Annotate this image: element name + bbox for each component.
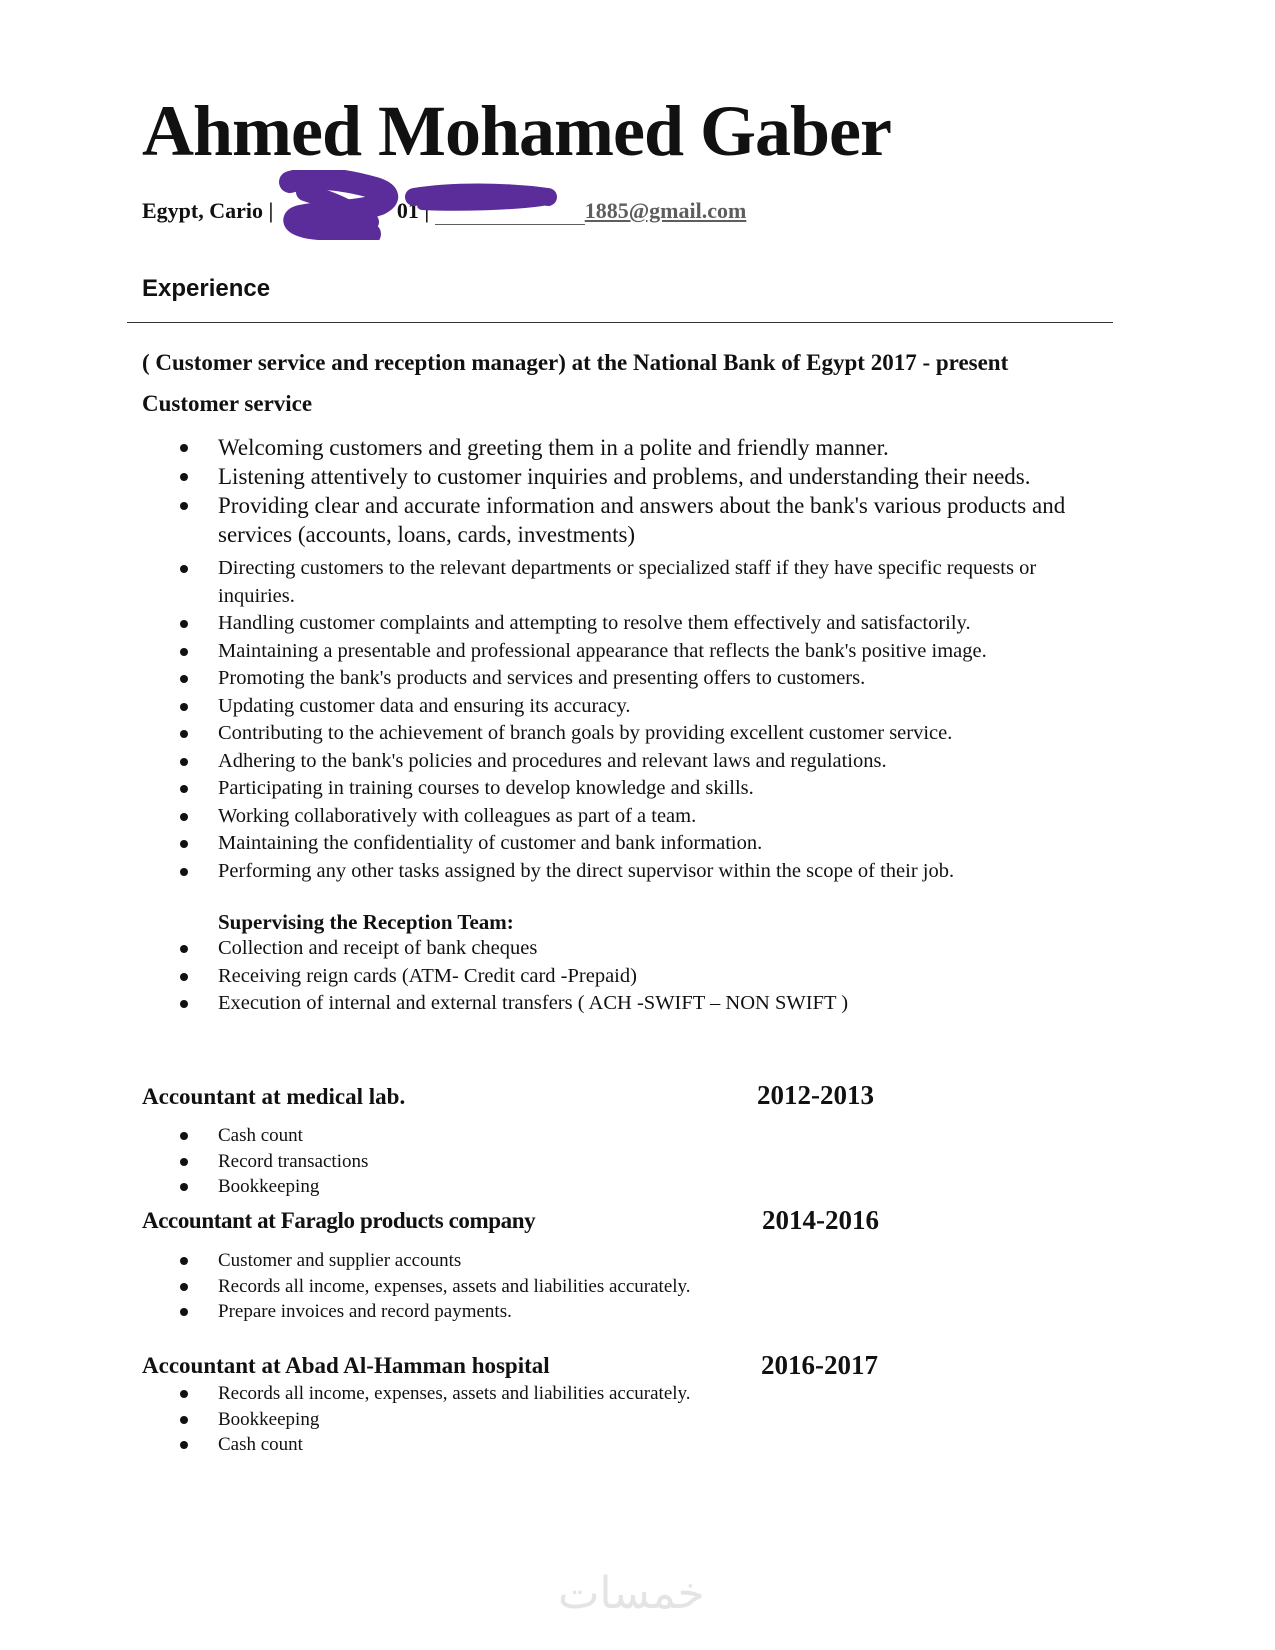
job-title-faraglo: Accountant at Faraglo products company: [142, 1208, 536, 1233]
list-item: Providing clear and accurate information and answers about the bank's various products and services (accounts, loans, cards, investments): [0, 491, 1118, 549]
list-item: Receiving reign cards (ATM- Credit card -Prepaid): [0, 963, 1118, 991]
list-item: Execution of internal and external transfers ( ACH -SWIFT – NON SWIFT ): [0, 990, 1118, 1018]
job-title-medical-lab: Accountant at medical lab.: [142, 1084, 406, 1109]
list-item: Collection and receipt of bank cheques: [0, 935, 1118, 963]
reception-duties-list: [0, 935, 1275, 1018]
list-item: Record transactions: [0, 1149, 1118, 1175]
location-text: Egypt, Cario |: [142, 198, 279, 223]
list-item: Cash count: [0, 1432, 1118, 1458]
list-item: Adhering to the bank's policies and procedures and relevant laws and regulations.: [0, 748, 1118, 776]
list-item: Participating in training courses to develop knowledge and skills.: [0, 775, 1118, 803]
redaction-scribble-email: [402, 183, 560, 217]
list-item: Customer and supplier accounts: [0, 1248, 1118, 1274]
list-item: Promoting the bank's products and services and presenting offers to customers.: [0, 665, 1118, 693]
job-title-hospital: Accountant at Abad Al-Hamman hospital: [142, 1353, 550, 1378]
redaction-scribble-phone: [270, 170, 400, 240]
list-item: Records all income, expenses, assets and liabilities accurately.: [0, 1381, 1118, 1407]
bank-duties-list-b: [0, 555, 1275, 885]
list-item: Bookkeeping: [0, 1407, 1118, 1433]
faraglo-duties-list: [0, 1248, 1275, 1325]
list-item: Handling customer complaints and attempting to resolve them effectively and satisfactorily.: [0, 610, 1118, 638]
list-item: Maintaining a presentable and professional appearance that reflects the bank's positive image.: [0, 638, 1118, 666]
list-item: Records all income, expenses, assets and liabilities accurately.: [0, 1274, 1118, 1300]
list-item: Listening attentively to customer inquiries and problems, and understanding their needs.: [0, 462, 1118, 491]
list-item: Bookkeeping: [0, 1174, 1118, 1200]
email-link[interactable]: 1885@gmail.com: [584, 198, 747, 223]
experience-heading: Experience: [142, 275, 271, 302]
customer-service-subheading: Customer service: [142, 391, 313, 416]
supervising-heading: Supervising the Reception Team:: [218, 910, 514, 934]
job-years-medical-lab: 2012-2013: [757, 1080, 874, 1110]
job-years-hospital: 2016-2017: [761, 1350, 878, 1380]
list-item: Welcoming customers and greeting them in a polite and friendly manner.: [0, 433, 1118, 462]
medical-lab-duties-list: [0, 1123, 1275, 1200]
job-title-bank: ( Customer service and reception manager) at the National Bank of Egypt 2017 - present: [142, 350, 1009, 375]
phone-fragment: 01 |: [396, 198, 435, 223]
bank-duties-list-a: [0, 433, 1275, 549]
list-item: Performing any other tasks assigned by the direct supervisor within the scope of their job.: [0, 858, 1118, 886]
list-item: Contributing to the achievement of branch goals by providing excellent customer service.: [0, 720, 1118, 748]
job-years-faraglo: 2014-2016: [762, 1205, 879, 1235]
khamsat-watermark: خمسات: [558, 1568, 705, 1619]
list-item: Prepare invoices and record payments.: [0, 1299, 1118, 1325]
section-divider: [127, 322, 1113, 323]
list-item: Directing customers to the relevant departments or specialized staff if they have specific requests or inquiries.: [0, 555, 1118, 610]
list-item: Working collaboratively with colleagues as part of a team.: [0, 803, 1118, 831]
list-item: Maintaining the confidentiality of customer and bank information.: [0, 830, 1118, 858]
list-item: Cash count: [0, 1123, 1118, 1149]
candidate-name: Ahmed Mohamed Gaber: [142, 91, 891, 171]
list-item: Updating customer data and ensuring its accuracy.: [0, 693, 1118, 721]
hospital-duties-list: [0, 1381, 1275, 1458]
